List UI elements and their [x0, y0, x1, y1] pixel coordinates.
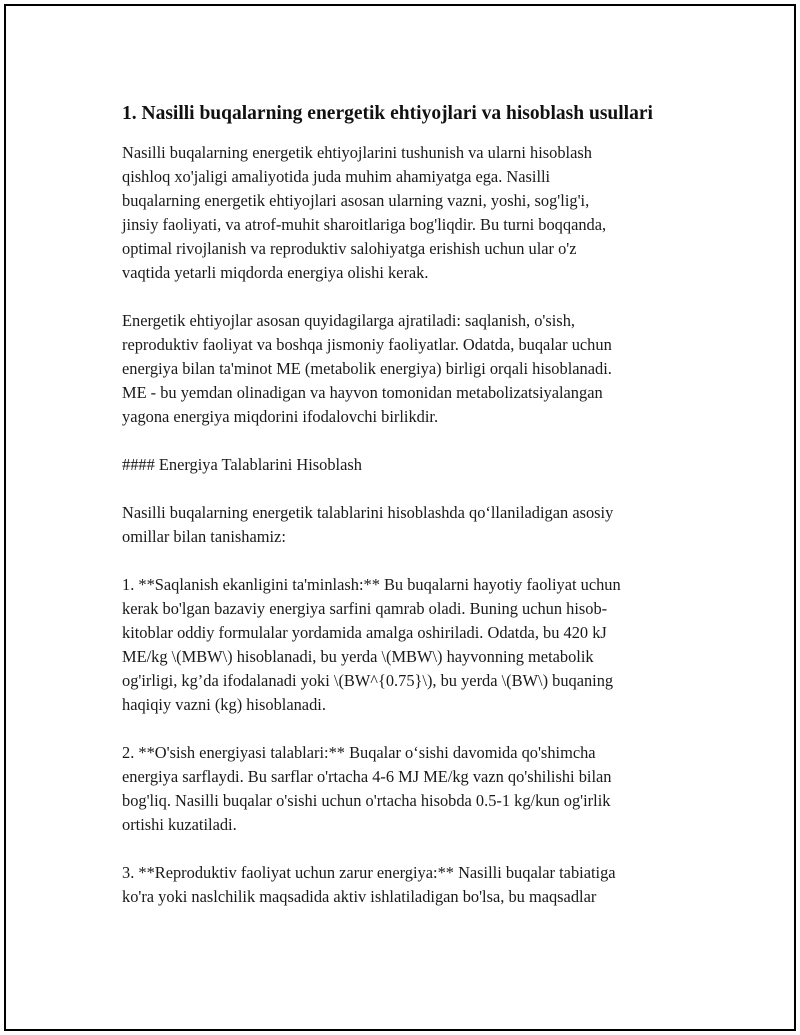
paragraph-gap [122, 285, 696, 309]
paragraph-gap [122, 477, 696, 501]
section-heading-calculation: #### Energiya Talablarini Hisoblash [122, 455, 362, 474]
paragraph-gap [122, 429, 696, 453]
paragraph-gap [122, 549, 696, 573]
paragraph-energy-needs: Energetik ehtiyojlar asosan quyidagilarga ajratiladi: saqlanish, o'sish, reproduktiv faoliyat va boshqa jismoniy faoliyatlar. Odatda, buqalar uchun energiya bilan ta'minot ME (metabolik energiya) birligi orqali hisoblanadi. ME - bu yemdan olinadigan va hayvon tomonidan metabolizatsiyalangan yagona energiya miqdorini ifodalovchi birlikdir. [122, 311, 612, 426]
paragraph-factors-intro: Nasilli buqalarning energetik talablarini hisoblashda qo‘llaniladigan asosiy omillar bilan tanishamiz: [122, 503, 614, 546]
paragraph-intro: Nasilli buqalarning energetik ehtiyojlarini tushunish va ularni hisoblash qishloq xo'jaligi amaliyotida juda muhim ahamiyatga ega. Nasilli buqalarning energetik ehtiyojlari asosan ularning vazni, yoshi, sog'lig'i, jinsiy faoliyati, va atrof-muhit sharoitlariga bog'liqdir. Bu turni boqqanda, optimal rivojlanish va reproduktiv salohiyatga erishish uchun ular o'z vaqtida yetarli miqdorda energiya olishi kerak. [122, 143, 607, 282]
list-item-growth: 2. **O'sish energiyasi talablari:** Buqalar o‘sishi davomida qo'shimcha energiya sarflaydi. Bu sarflar o'rtacha 4-6 MJ ME/kg vazn qo'shilishi bilan bog'liq. Nasilli buqalar o'sishi uchun o'rtacha hisobda 0.5-1 kg/kun og'irlik ortishi kuzatiladi. [122, 743, 612, 834]
page-frame [4, 4, 796, 1031]
list-item-maintenance: 1. **Saqlanish ekanligini ta'minlash:** Bu buqalarni hayotiy faoliyat uchun kerak bo'lgan bazaviy energiya sarfini qamrab oladi. Buning uchun hisob- kitoblar oddiy formulalar yordamida amalga oshiriladi. Odatda, bu 420 kJ ME/kg \(MBW\) hisoblanadi, bu yerda \(MBW\) hayvonning metabolik og'irligi, kg’da ifodalanadi yoki \(BW^{0.75}\), bu yerda \(BW\) buqaning haqiqiy vazni (kg) hisoblanadi. [122, 575, 621, 714]
list-item-reproduction: 3. **Reproduktiv faoliyat uchun zarur energiya:** Nasilli buqalar tabiatiga ko'ra yoki naslchilik maqsadida aktiv ishlatiladigan bo'lsa, bu maqsadlar [122, 863, 616, 906]
paragraph-gap [122, 717, 696, 741]
document-title: 1. Nasilli buqalarning energetik ehtiyojlari va hisoblash usullari [122, 103, 653, 124]
paragraph-gap [122, 837, 696, 861]
document-body [122, 100, 696, 909]
